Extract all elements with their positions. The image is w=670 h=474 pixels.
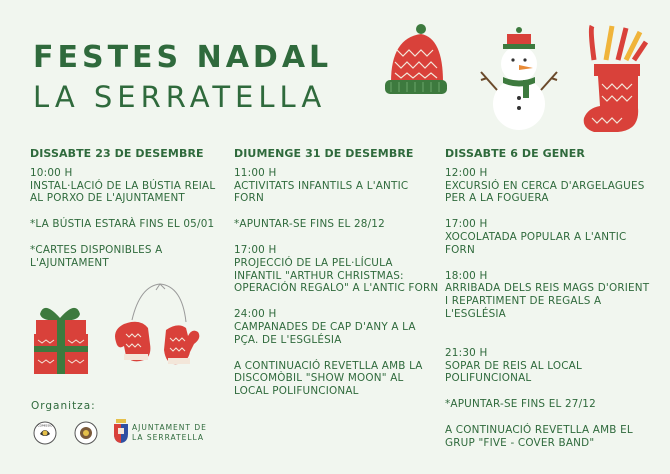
council-name-line2: LA SERRATELLA (132, 433, 205, 442)
entry: *APUNTAR-SE FINS EL 27/12 (445, 398, 596, 411)
gift-box-icon (30, 300, 92, 378)
entry: A CONTINUACIÓ REVETLLA AMB EL GRUP "FIVE - COVER BAND" (445, 423, 633, 449)
entry: A CONTINUACIÓ REVETLLA AMB LA DISCOMÒBIL "SHOW MOON" AL LOCAL POLIFUNCIONAL (234, 359, 423, 398)
council-coat-of-arms (113, 418, 129, 444)
snowman-icon (473, 20, 563, 132)
column-day1 (30, 148, 230, 270)
column-day1-heading: DISSABTE 23 DE DESEMBRE (30, 147, 204, 160)
column-day3-heading: DISSABTE 6 DE GENER (445, 147, 585, 160)
title-line1: FESTES NADAL (33, 40, 333, 75)
entry: *CARTES DISPONIBLES A L'AJUNTAMENT (30, 243, 163, 269)
council-name (132, 423, 207, 443)
entry: 11:00 H ACTIVITATS INFANTILS A L'ANTIC FORN (234, 166, 409, 205)
winter-hat-icon (381, 20, 451, 100)
entry: 17:00 H XOCOLATADA POPULAR A L'ANTIC FORN (445, 218, 627, 256)
council-name-line1: AJUNTAMENT DE (132, 423, 207, 432)
comissio-logo-text: COMISSIÓ (37, 423, 53, 428)
column-day2 (234, 148, 439, 398)
entry: 12:00 H EXCURSIÓ EN CERCA D'ARGELAGUES PER A LA FOGUERA (445, 166, 645, 205)
association-logo (73, 420, 99, 446)
entry: *APUNTAR-SE FINS EL 28/12 (234, 218, 385, 231)
entry: 24:00 H CAMPANADES DE CAP D'ANY A LA PÇA. DE L'ESGLÉSIA (234, 308, 416, 346)
organizer-label: Organitza: (31, 400, 96, 412)
entry: 21:30 H SOPAR DE REIS AL LOCAL POLIFUNCIONAL (445, 346, 582, 385)
comissio-logo (32, 420, 58, 446)
entry: 10:00 H INSTAL·LACIÓ DE LA BÚSTIA REIAL AL PORXO DE L'AJUNTAMENT (30, 166, 216, 205)
mittens-icon (110, 280, 206, 380)
entry: 18:00 H ARRIBADA DELS REIS MAGS D'ORIENT I REPARTIMENT DE REGALS A L'ESGLÉSIA (445, 269, 650, 320)
christmas-stocking-icon (580, 20, 652, 135)
column-day2-heading: DIUMENGE 31 DE DESEMBRE (234, 147, 414, 160)
entry: *LA BÚSTIA ESTARÀ FINS EL 05/01 (30, 218, 215, 231)
column-day3 (445, 148, 650, 450)
entry: 17:00 H PROJECCIÓ DE LA PEL·LÍCULA INFANTIL "ARTHUR CHRISTMAS: OPERACIÓN REGALO" A L'ANTIC FORN (234, 243, 439, 295)
title-line2: LA SERRATELLA (33, 80, 327, 114)
